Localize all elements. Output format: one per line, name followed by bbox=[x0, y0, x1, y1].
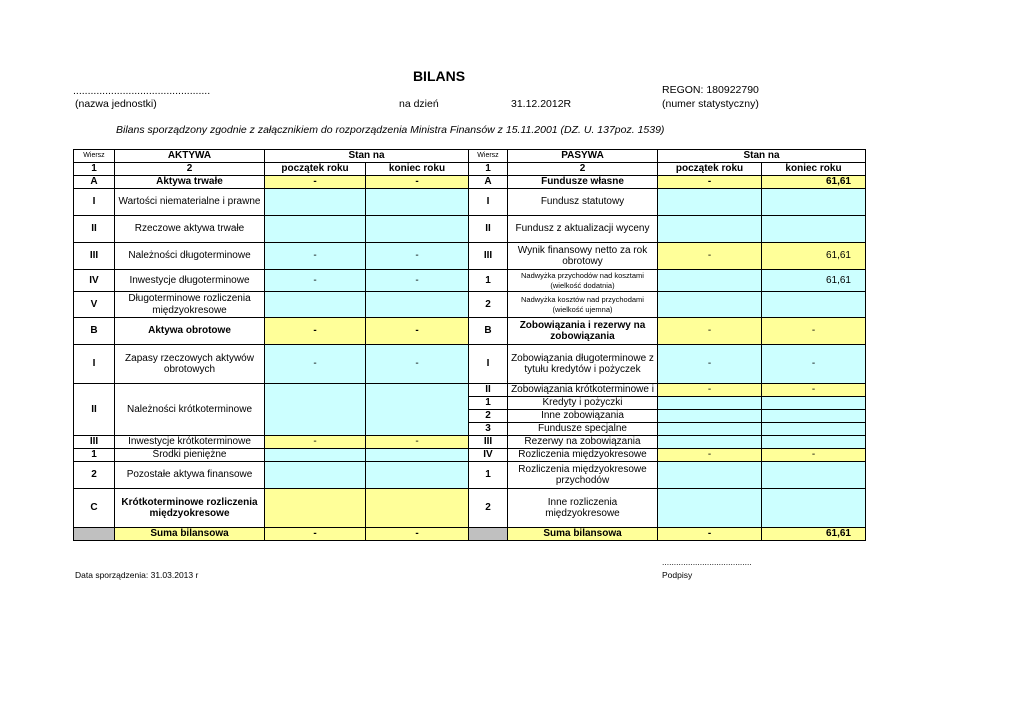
row-number: A bbox=[74, 176, 115, 189]
table-row bbox=[74, 462, 866, 489]
row-number: 1 bbox=[469, 270, 508, 292]
row-number: I bbox=[469, 345, 508, 384]
table-row bbox=[74, 176, 866, 189]
header-koniec-right: koniec roku bbox=[762, 163, 866, 176]
table-row bbox=[74, 489, 866, 528]
row-label: Zobowiązania długoterminowe z tytułu kredytów i pożyczek bbox=[508, 345, 658, 384]
table-row-total bbox=[74, 528, 866, 541]
row-label: Inwestycje krótkoterminowe bbox=[115, 436, 265, 449]
unit-name-dots: ............................................... bbox=[73, 85, 211, 97]
value-cell bbox=[265, 449, 366, 462]
row-number: III bbox=[469, 243, 508, 270]
value-cell bbox=[658, 436, 762, 449]
value-cell: 61,61 bbox=[762, 528, 866, 541]
value-cell bbox=[366, 216, 469, 243]
row-label: Zobowiązania i rezerwy na zobowiązania bbox=[508, 318, 658, 345]
value-cell bbox=[265, 384, 366, 436]
row-label: Aktywa trwałe bbox=[115, 176, 265, 189]
row-label: Krótkoterminowe rozliczenia międzyokresowe bbox=[115, 489, 265, 528]
signature-label: Podpisy bbox=[662, 570, 693, 580]
row-number: 1 bbox=[74, 449, 115, 462]
row-number: C bbox=[74, 489, 115, 528]
value-cell: - bbox=[658, 345, 762, 384]
row-number: I bbox=[74, 345, 115, 384]
value-cell bbox=[762, 462, 866, 489]
value-cell: - bbox=[658, 176, 762, 189]
value-cell: - bbox=[658, 449, 762, 462]
value-cell: - bbox=[265, 243, 366, 270]
row-number: 2 bbox=[469, 292, 508, 318]
row-label: Fundusze specjalne bbox=[508, 423, 658, 436]
header-col1-left: 1 bbox=[74, 163, 115, 176]
row-label: Fundusze własne bbox=[508, 176, 658, 189]
row-label: Wartości niematerialne i prawne bbox=[115, 189, 265, 216]
value-cell: - bbox=[366, 345, 469, 384]
row-label: Fundusz statutowy bbox=[508, 189, 658, 216]
row-label: Należności długoterminowe bbox=[115, 243, 265, 270]
page-title: BILANS bbox=[412, 68, 466, 84]
row-label: Nadwyżka kosztów nad przychodami (wielkość ujemna) bbox=[508, 292, 658, 318]
row-number bbox=[469, 528, 508, 541]
row-label: Aktywa obrotowe bbox=[115, 318, 265, 345]
value-cell bbox=[366, 292, 469, 318]
row-label: Zapasy rzeczowych aktywów obrotowych bbox=[115, 345, 265, 384]
row-number: 3 bbox=[469, 423, 508, 436]
row-number: A bbox=[469, 176, 508, 189]
table-row bbox=[74, 189, 866, 216]
header-poczatek-left: początek roku bbox=[265, 163, 366, 176]
value-cell: 61,61 bbox=[762, 270, 866, 292]
table-row bbox=[74, 345, 866, 384]
value-cell: - bbox=[658, 243, 762, 270]
row-number: V bbox=[74, 292, 115, 318]
value-cell: - bbox=[658, 384, 762, 397]
row-label: Fundusz z aktualizacji wyceny bbox=[508, 216, 658, 243]
preparation-date: Data sporządzenia: 31.03.2013 r bbox=[75, 570, 199, 580]
value-cell bbox=[265, 462, 366, 489]
row-number: 2 bbox=[469, 489, 508, 528]
row-label: Zobowiązania krótkoterminowe i bbox=[508, 384, 658, 397]
header-wiersz-right: Wiersz bbox=[469, 150, 508, 163]
header-pasywa: PASYWA bbox=[508, 150, 658, 163]
value-cell: - bbox=[265, 176, 366, 189]
value-cell: - bbox=[265, 345, 366, 384]
value-cell: - bbox=[366, 528, 469, 541]
value-cell bbox=[762, 423, 866, 436]
value-cell bbox=[658, 410, 762, 423]
header-koniec-left: koniec roku bbox=[366, 163, 469, 176]
row-number: III bbox=[74, 436, 115, 449]
row-number: B bbox=[74, 318, 115, 345]
value-cell bbox=[762, 216, 866, 243]
row-label: Rozliczenia międzyokresowe przychodów bbox=[508, 462, 658, 489]
value-cell bbox=[265, 216, 366, 243]
value-cell: - bbox=[265, 528, 366, 541]
value-cell bbox=[658, 397, 762, 410]
date-label: na dzień bbox=[399, 98, 439, 110]
header-stan-na-left: Stan na bbox=[265, 150, 469, 163]
value-cell bbox=[762, 410, 866, 423]
value-cell bbox=[658, 270, 762, 292]
row-number: III bbox=[74, 243, 115, 270]
value-cell bbox=[658, 216, 762, 243]
value-cell bbox=[658, 462, 762, 489]
value-cell: - bbox=[366, 243, 469, 270]
row-number: I bbox=[469, 189, 508, 216]
value-cell: - bbox=[366, 436, 469, 449]
value-cell bbox=[366, 449, 469, 462]
value-cell bbox=[366, 384, 469, 436]
row-label: Inne rozliczenia międzyokresowe bbox=[508, 489, 658, 528]
value-cell bbox=[366, 489, 469, 528]
row-label: Suma bilansowa bbox=[115, 528, 265, 541]
table-subheader-row bbox=[74, 163, 866, 176]
table-row bbox=[74, 243, 866, 270]
table-row bbox=[74, 449, 866, 462]
row-label: Inne zobowiązania bbox=[508, 410, 658, 423]
row-number: 2 bbox=[469, 410, 508, 423]
value-cell: - bbox=[265, 436, 366, 449]
value-cell bbox=[658, 292, 762, 318]
value-cell bbox=[658, 489, 762, 528]
value-cell bbox=[658, 423, 762, 436]
unit-name-label: (nazwa jednostki) bbox=[75, 98, 157, 110]
value-cell bbox=[762, 292, 866, 318]
table-row bbox=[74, 384, 866, 397]
balance-sheet-table bbox=[73, 149, 866, 541]
row-label: Kredyty i pożyczki bbox=[508, 397, 658, 410]
row-number: II bbox=[469, 216, 508, 243]
value-cell: - bbox=[762, 318, 866, 345]
row-number: II bbox=[74, 216, 115, 243]
table-row bbox=[74, 318, 866, 345]
value-cell: - bbox=[366, 176, 469, 189]
table-header-row bbox=[74, 150, 866, 163]
header-poczatek-right: początek roku bbox=[658, 163, 762, 176]
report-subtitle: Bilans sporządzony zgodnie z załącznikiem do rozporządzenia Ministra Finansów z 15.11.2001 (DZ. U. 137poz. 1539) bbox=[116, 124, 665, 136]
header-col2-left: 2 bbox=[115, 163, 265, 176]
value-cell: 61,61 bbox=[762, 176, 866, 189]
row-label: Rzeczowe aktywa trwałe bbox=[115, 216, 265, 243]
value-cell: - bbox=[366, 270, 469, 292]
date-value: 31.12.2012R bbox=[511, 98, 572, 110]
row-label: Środki pieniężne bbox=[115, 449, 265, 462]
row-label: Wynik finansowy netto za rok obrotowy bbox=[508, 243, 658, 270]
row-number: II bbox=[74, 384, 115, 436]
row-label: Nadwyżka przychodów nad kosztami (wielkość dodatnia) bbox=[508, 270, 658, 292]
regon-value: REGON: 180922790 bbox=[662, 84, 759, 96]
row-number: 1 bbox=[469, 397, 508, 410]
row-label: Rozliczenia międzyokresowe bbox=[508, 449, 658, 462]
row-label: Długoterminowe rozliczenia międzyokresowe bbox=[115, 292, 265, 318]
value-cell bbox=[265, 292, 366, 318]
value-cell bbox=[366, 462, 469, 489]
row-number: IV bbox=[74, 270, 115, 292]
table-row bbox=[74, 436, 866, 449]
table-row bbox=[74, 216, 866, 243]
value-cell: - bbox=[658, 318, 762, 345]
value-cell bbox=[265, 489, 366, 528]
row-number bbox=[74, 528, 115, 541]
row-number: 2 bbox=[74, 462, 115, 489]
table-row bbox=[74, 270, 866, 292]
value-cell: - bbox=[762, 449, 866, 462]
regon-label: (numer statystyczny) bbox=[662, 98, 759, 110]
header-col2-right: 2 bbox=[508, 163, 658, 176]
row-label: Rezerwy na zobowiązania bbox=[508, 436, 658, 449]
value-cell bbox=[366, 189, 469, 216]
value-cell bbox=[265, 189, 366, 216]
value-cell: - bbox=[265, 318, 366, 345]
row-number: 1 bbox=[469, 462, 508, 489]
value-cell: - bbox=[762, 345, 866, 384]
value-cell bbox=[762, 436, 866, 449]
header-aktywa: AKTYWA bbox=[115, 150, 265, 163]
value-cell: 61,61 bbox=[762, 243, 866, 270]
row-number: B bbox=[469, 318, 508, 345]
value-cell bbox=[762, 397, 866, 410]
table-row bbox=[74, 292, 866, 318]
row-number: I bbox=[74, 189, 115, 216]
header-stan-na-right: Stan na bbox=[658, 150, 866, 163]
value-cell: - bbox=[366, 318, 469, 345]
row-label: Należności krótkoterminowe bbox=[115, 384, 265, 436]
header-col1-right: 1 bbox=[469, 163, 508, 176]
value-cell: - bbox=[658, 528, 762, 541]
value-cell bbox=[762, 489, 866, 528]
row-label: Suma bilansowa bbox=[508, 528, 658, 541]
header-wiersz-left: Wiersz bbox=[74, 150, 115, 163]
value-cell bbox=[658, 189, 762, 216]
row-label: Pozostałe aktywa finansowe bbox=[115, 462, 265, 489]
value-cell: - bbox=[762, 384, 866, 397]
row-number: IV bbox=[469, 449, 508, 462]
value-cell bbox=[762, 189, 866, 216]
value-cell: - bbox=[265, 270, 366, 292]
row-number: II bbox=[469, 384, 508, 397]
row-label: Inwestycje długoterminowe bbox=[115, 270, 265, 292]
row-number: III bbox=[469, 436, 508, 449]
signature-dots: ...................................... bbox=[662, 557, 752, 567]
